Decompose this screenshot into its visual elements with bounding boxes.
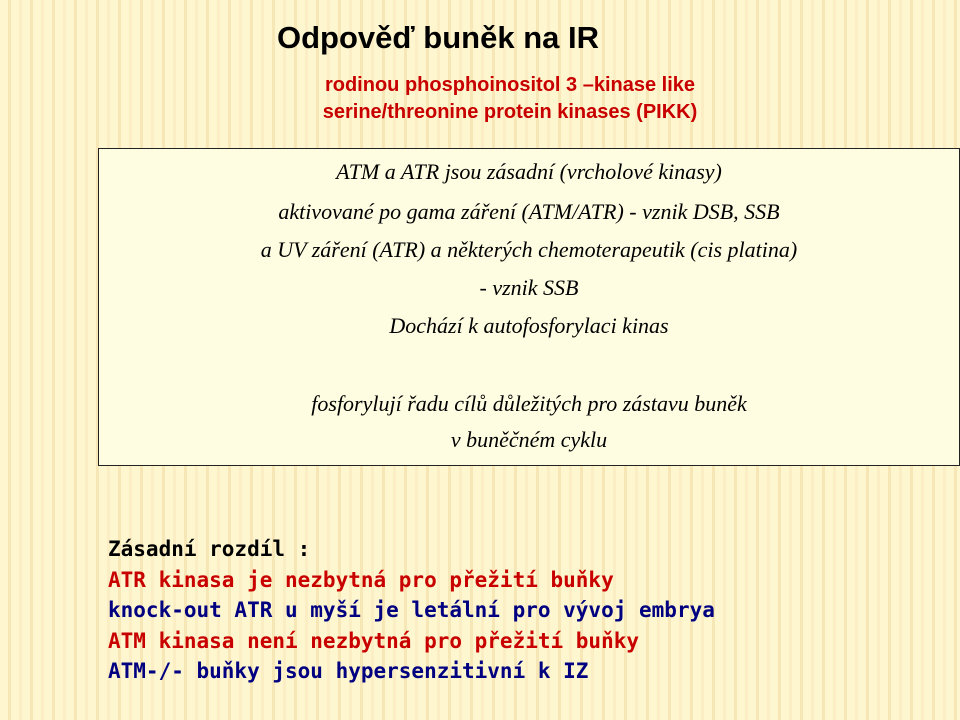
box-line-1: ATM a ATR jsou zásadní (vrcholové kinasy)	[336, 159, 722, 184]
box-line-6: fosforylují řadu cílů důležitých pro zástavu buněk	[311, 391, 747, 416]
box-line-2: aktivované po gama záření (ATM/ATR) - vznik DSB, SSB	[278, 199, 780, 224]
atm-not-essential-line: ATM kinasa není nezbytná pro přežití buňky	[108, 628, 640, 653]
box-line-4: - vznik SSB	[479, 275, 579, 300]
key-difference-heading: Zásadní rozdíl :	[108, 537, 311, 561]
info-box	[98, 148, 960, 466]
box-line-7: v buněčném cyklu	[450, 427, 608, 452]
subtitle	[180, 72, 840, 126]
subtitle-line-1: rodinou phosphoinositol 3 –kinase like	[324, 74, 696, 96]
box-line-3: a UV záření (ATR) a některých chemoterapeutik (cis platina)	[260, 237, 798, 262]
box-line-5: Dochází k autofosforylaci kinas	[389, 313, 669, 338]
key-difference-section	[108, 534, 715, 687]
atr-knockout-line: knock-out ATR u myší je letální pro vývoj embrya	[108, 598, 715, 622]
slide-title: Odpověď buněk na IR	[277, 20, 599, 55]
atm-hypersensitive-line: ATM-/- buňky jsou hypersenzitivní k IZ	[108, 659, 589, 683]
subtitle-line-2: serine/threonine protein kinases (PIKK)	[322, 101, 698, 123]
atr-essential-line: ATR kinasa je nezbytná pro přežití buňky	[108, 567, 614, 592]
